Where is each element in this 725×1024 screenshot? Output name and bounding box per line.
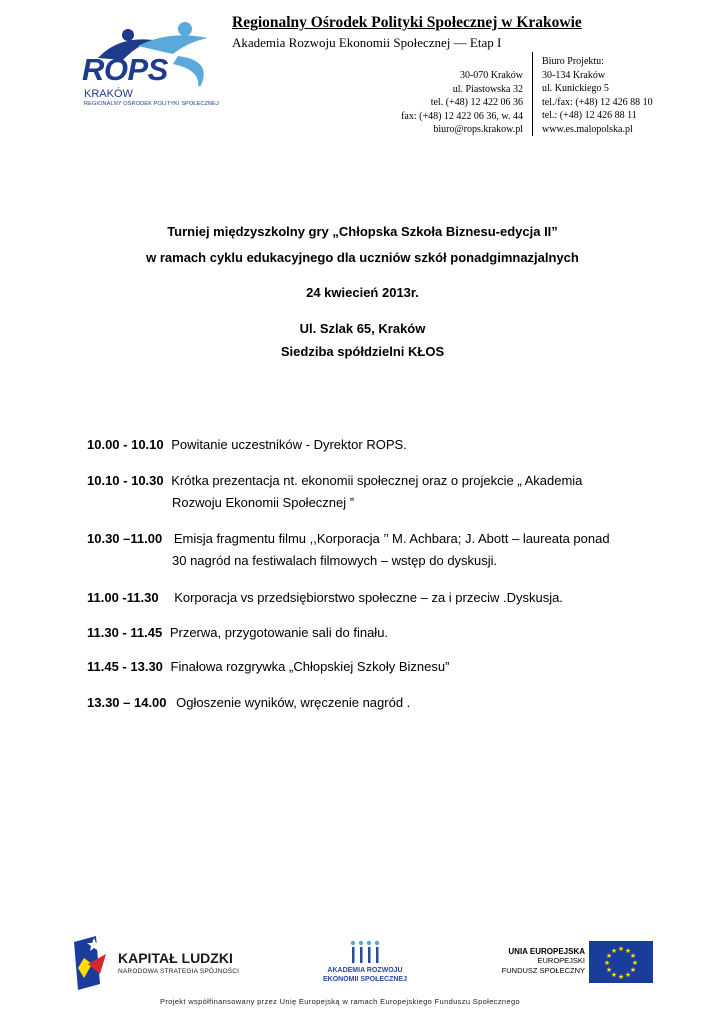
eu-flag-icon [589, 941, 653, 983]
address-right-line: tel./fax: (+48) 12 426 88 10 [542, 96, 653, 108]
address-right-line: 30-134 Kraków [542, 69, 606, 81]
kapital-ludzki-subtitle: NARODOWA STRATEGIA SPÓJNOŚCI [118, 968, 240, 975]
agenda-text-continued: Rozwoju Ekonomii Społecznej ” [172, 495, 355, 510]
rops-city: KRAKÓW [84, 88, 133, 100]
akademia-columns-icon [345, 938, 385, 966]
agenda-text: Emisja fragmentu filmu ,,Korporacja ’’ M. Achbara; J. Abott – laureata ponad [173, 531, 610, 546]
agenda-time: 11.00 -11.30 [87, 590, 159, 605]
address-right-website[interactable]: www.es.malopolska.pl [542, 123, 633, 135]
agenda-text-continued: 30 nagród na festiwalach filmowych – wstęp do dyskusji. [172, 553, 498, 568]
agenda-item [87, 437, 407, 452]
ue-line1: EUROPEJSKI [537, 956, 585, 965]
event-address: Ul. Szlak 65, Kraków [299, 321, 426, 336]
svg-text:★: ★ [617, 973, 625, 981]
address-divider [532, 52, 533, 136]
agenda-item [87, 531, 610, 546]
agenda-time: 10.30 –11.00 [87, 531, 163, 546]
svg-text:★: ★ [629, 952, 637, 960]
agenda-text: Krótka prezentacja nt. ekonomii społecznej oraz o projekcie „ Akademia [171, 473, 583, 488]
akademia-line1: AKADEMIA ROZWOJU [327, 967, 403, 974]
address-right [542, 55, 653, 137]
agenda-item [87, 695, 410, 710]
svg-text:★: ★ [624, 947, 632, 955]
agenda-text: Finałowa rozgrywka „Chłopskiej Szkoły Biznesu” [170, 659, 450, 674]
address-left-line: fax: (+48) 12 422 06 36, w. 44 [401, 110, 523, 122]
svg-text:★: ★ [603, 959, 611, 967]
cofinance-note: Projekt współfinansowany przez Unię Europejską w ramach Europejskiego Funduszu Społecznego [160, 997, 521, 1006]
address-left-line: tel. (+48) 12 422 06 36 [430, 97, 523, 109]
address-right-line: tel.: (+48) 12 426 88 11 [542, 110, 637, 122]
kapital-ludzki-star-icon [70, 934, 114, 990]
address-left-line: 30-070 Kraków [459, 70, 523, 81]
rops-wordmark: ROPS [82, 52, 168, 87]
kapital-ludzki-title: KAPITAŁ LUDZKI [118, 950, 233, 966]
event-date: 24 kwiecień 2013r. [306, 285, 419, 300]
agenda-text: Korporacja vs przedsiębiorstwo społeczne – za i przeciw .Dyskusja. [174, 590, 563, 605]
event-venue: Siedziba spółdzielni KŁOS [280, 344, 445, 359]
address-left-email[interactable]: biuro@rops.krakow.pl [433, 124, 523, 136]
address-left [401, 69, 523, 137]
kapital-ludzki-logo [70, 934, 250, 990]
svg-text:★: ★ [610, 947, 618, 955]
svg-text:★: ★ [605, 966, 613, 974]
akademia-line2: EKONOMII SPOŁECZNEJ [322, 976, 407, 983]
agenda-item [87, 590, 563, 605]
agenda-time: 11.45 - 13.30 [87, 659, 163, 674]
agenda-text: Powitanie uczestników - Dyrektor ROPS. [171, 437, 407, 452]
svg-text:★: ★ [617, 945, 625, 953]
header-subtitle: Akademia Rozwoju Ekonomii Społecznej — Etap I [232, 35, 502, 50]
address-left-line: ul. Piastowska 32 [452, 83, 523, 95]
agenda-item [87, 473, 582, 488]
agenda-item [87, 625, 388, 640]
svg-text:★: ★ [610, 971, 618, 979]
ue-text [490, 947, 585, 976]
ue-line2: FUNDUSZ SPOŁECZNY [501, 966, 585, 975]
address-right-line: Biuro Projektu: [542, 56, 604, 67]
svg-text:★: ★ [631, 959, 639, 967]
header-title: Regionalny Ośrodek Polityki Społecznej w Krakowie [232, 14, 582, 31]
agenda-time: 10.00 - 10.10 [87, 437, 164, 452]
svg-text:★: ★ [629, 966, 637, 974]
svg-text:★: ★ [605, 952, 613, 960]
agenda-time: 13.30 – 14.00 [87, 695, 167, 710]
event-title: Turniej międzyszkolny gry „Chłopska Szkoła Biznesu-edycja II” [167, 224, 558, 239]
agenda-item [87, 659, 449, 674]
ue-title: UNIA EUROPEJSKA [508, 947, 585, 956]
agenda-text: Przerwa, przygotowanie sali do finału. [169, 625, 389, 640]
agenda-text: Ogłoszenie wyników, wręczenie nagród . [176, 695, 411, 710]
agenda-time: 10.10 - 10.30 [87, 473, 164, 488]
agenda-time: 11.30 - 11.45 [87, 625, 163, 640]
svg-text:★: ★ [624, 971, 632, 979]
rops-logo [78, 16, 228, 108]
address-right-line: ul. Kunickiego 5 [542, 83, 609, 95]
akademia-logo [310, 938, 420, 993]
event-title-line2: w ramach cyklu edukacyjnego dla uczniów szkół ponadgimnazjalnych [146, 250, 579, 265]
rops-subtitle: REGIONALNY OŚRODEK POLITYKI SPOŁECZNEJ [84, 101, 219, 107]
